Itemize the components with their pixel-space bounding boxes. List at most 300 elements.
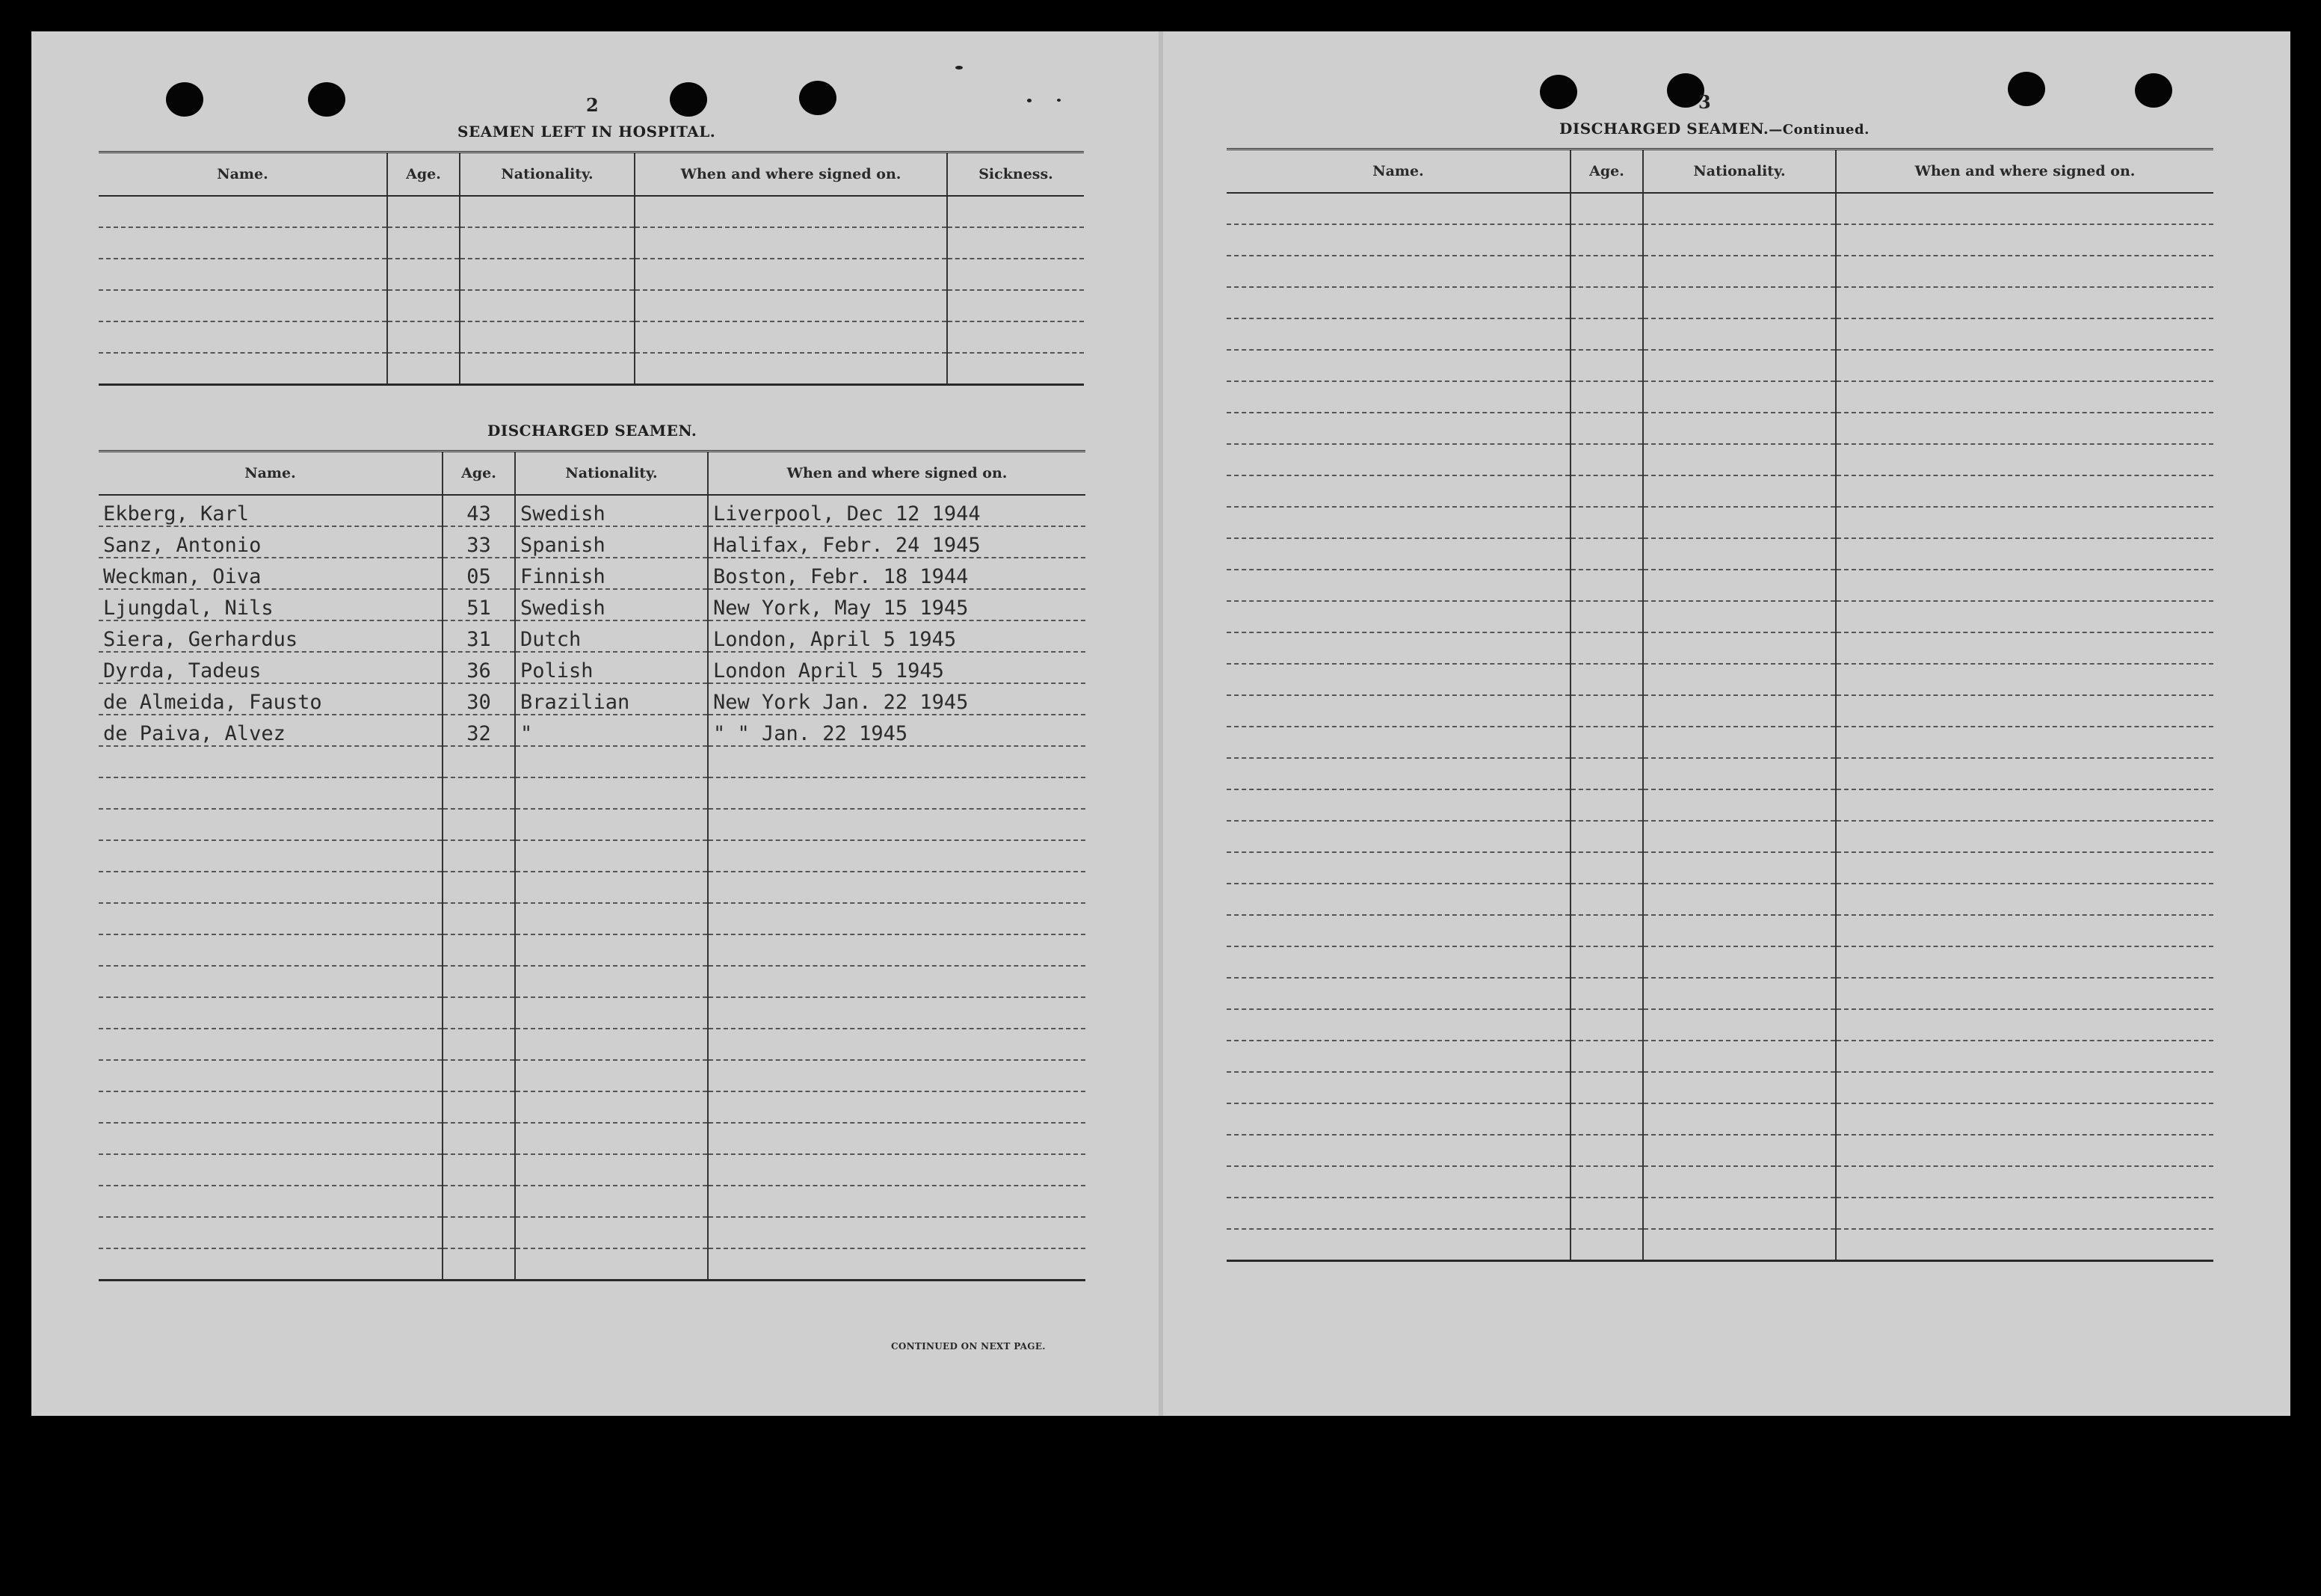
column-header-age: Age.: [443, 452, 515, 496]
title-text: DISCHARGED SEAMEN.: [1559, 120, 1769, 138]
empty-cell: [1571, 852, 1643, 884]
empty-cell: [1571, 224, 1643, 256]
empty-cell: [1571, 381, 1643, 413]
ledger-row: [1227, 758, 2213, 789]
empty-cell: [1571, 507, 1643, 538]
empty-cell: [443, 903, 515, 934]
empty-cell: [387, 353, 460, 384]
ledger-row: [99, 196, 1084, 227]
page-number: 3: [1698, 91, 1711, 113]
seaman-signed-on: New York Jan. 22 1945: [708, 683, 1085, 715]
ledger-row: [99, 872, 1085, 903]
empty-cell: [1227, 695, 1571, 727]
seaman-nationality: Finnish: [515, 558, 708, 589]
empty-cell: [1227, 758, 1571, 789]
ledger-row: [99, 1060, 1085, 1091]
empty-cell: [1836, 884, 2213, 915]
empty-cell: [1227, 978, 1571, 1009]
empty-cell: [1836, 413, 2213, 444]
empty-cell: [1836, 475, 2213, 507]
empty-cell: [443, 1154, 515, 1186]
ledger-row: [1227, 852, 2213, 884]
empty-cell: [1571, 632, 1643, 664]
seaman-age: 32: [443, 715, 515, 746]
empty-cell: [1836, 915, 2213, 946]
empty-cell: [1836, 287, 2213, 318]
empty-cell: [708, 840, 1085, 872]
empty-cell: [99, 966, 443, 997]
table-row: [99, 495, 1085, 526]
empty-cell: [635, 196, 947, 227]
empty-cell: [1836, 318, 2213, 350]
empty-cell: [635, 321, 947, 353]
seaman-nationality: Spanish: [515, 526, 708, 558]
empty-cell: [1836, 1009, 2213, 1041]
empty-cell: [99, 1029, 443, 1060]
table-row: [99, 558, 1085, 589]
ledger-row: [99, 1029, 1085, 1060]
empty-cell: [387, 196, 460, 227]
empty-cell: [1571, 601, 1643, 632]
empty-cell: [1571, 946, 1643, 978]
empty-cell: [635, 290, 947, 321]
table-row: [99, 620, 1085, 652]
empty-cell: [947, 290, 1084, 321]
empty-cell: [99, 934, 443, 966]
empty-cell: [708, 872, 1085, 903]
empty-cell: [460, 353, 635, 384]
empty-cell: [1227, 1166, 1571, 1198]
title-suffix: —Continued.: [1769, 122, 1870, 138]
empty-cell: [99, 746, 443, 777]
empty-cell: [443, 1060, 515, 1091]
empty-cell: [99, 1154, 443, 1186]
empty-cell: [1227, 507, 1571, 538]
discharged-section-title: DISCHARGED SEAMEN.: [487, 422, 697, 440]
empty-cell: [708, 1217, 1085, 1248]
empty-cell: [99, 1217, 443, 1248]
table-row: [99, 589, 1085, 620]
empty-cell: [99, 777, 443, 809]
empty-cell: [1836, 381, 2213, 413]
empty-cell: [1571, 1229, 1643, 1260]
continued-note: CONTINUED ON NEXT PAGE.: [891, 1341, 1046, 1352]
empty-cell: [460, 227, 635, 259]
empty-cell: [1227, 538, 1571, 570]
empty-cell: [1836, 946, 2213, 978]
seaman-name: de Almeida, Fausto: [99, 683, 443, 715]
empty-cell: [1836, 789, 2213, 821]
empty-cell: [635, 259, 947, 290]
seaman-signed-on: Boston, Febr. 18 1944: [708, 558, 1085, 589]
empty-cell: [1227, 1198, 1571, 1229]
ledger-row: [1227, 413, 2213, 444]
empty-cell: [1643, 413, 1836, 444]
empty-cell: [1643, 1198, 1836, 1229]
empty-cell: [1571, 789, 1643, 821]
empty-cell: [99, 1091, 443, 1123]
empty-cell: [1836, 664, 2213, 695]
empty-cell: [1227, 475, 1571, 507]
ledger-row: [99, 1248, 1085, 1280]
empty-cell: [1227, 884, 1571, 915]
empty-cell: [1571, 758, 1643, 789]
ledger-row: [1227, 1103, 2213, 1135]
empty-cell: [1643, 538, 1836, 570]
empty-cell: [443, 1091, 515, 1123]
ledger-row: [1227, 915, 2213, 946]
empty-cell: [443, 934, 515, 966]
empty-cell: [1227, 381, 1571, 413]
empty-cell: [1643, 1009, 1836, 1041]
empty-cell: [1836, 1135, 2213, 1166]
seaman-name: Ljungdal, Nils: [99, 589, 443, 620]
seaman-nationality: Swedish: [515, 495, 708, 526]
empty-cell: [515, 746, 708, 777]
empty-cell: [99, 809, 443, 840]
punch-hole: [1540, 75, 1577, 109]
empty-cell: [1571, 538, 1643, 570]
empty-cell: [708, 1123, 1085, 1154]
empty-cell: [1643, 1072, 1836, 1103]
empty-cell: [635, 227, 947, 259]
ledger-row: [1227, 350, 2213, 381]
empty-cell: [1227, 318, 1571, 350]
column-header-nationality: Nationality.: [515, 452, 708, 496]
empty-cell: [1643, 193, 1836, 224]
punch-hole: [166, 82, 203, 117]
ledger-row: [1227, 444, 2213, 475]
empty-cell: [1836, 193, 2213, 224]
punch-hole: [2135, 73, 2172, 108]
discharged-continued-title: [1559, 120, 1870, 138]
empty-cell: [99, 903, 443, 934]
ledger-row: [99, 290, 1084, 321]
empty-cell: [1836, 1229, 2213, 1260]
ledger-row: [99, 966, 1085, 997]
empty-cell: [515, 1029, 708, 1060]
ledger-row: [1227, 1135, 2213, 1166]
ledger-sheet: [31, 31, 2290, 1416]
ledger-row: [1227, 224, 2213, 256]
ledger-row: [1227, 318, 2213, 350]
empty-cell: [1643, 978, 1836, 1009]
empty-cell: [1643, 350, 1836, 381]
column-header-sickness: Sickness.: [947, 152, 1084, 197]
empty-cell: [1571, 413, 1643, 444]
empty-cell: [1571, 821, 1643, 852]
column-header-age: Age.: [387, 152, 460, 197]
column-header-age: Age.: [1571, 150, 1643, 194]
hospital-section-title: SEAMEN LEFT IN HOSPITAL.: [457, 123, 716, 141]
empty-cell: [1836, 224, 2213, 256]
ink-speck: [1027, 99, 1032, 102]
empty-cell: [1643, 632, 1836, 664]
empty-cell: [1571, 1041, 1643, 1072]
empty-cell: [99, 1248, 443, 1280]
empty-cell: [99, 840, 443, 872]
empty-cell: [99, 227, 387, 259]
empty-cell: [387, 227, 460, 259]
empty-cell: [460, 321, 635, 353]
ledger-row: [99, 840, 1085, 872]
empty-cell: [1227, 946, 1571, 978]
column-header-nationality: Nationality.: [460, 152, 635, 197]
empty-cell: [1571, 350, 1643, 381]
empty-cell: [708, 1248, 1085, 1280]
empty-cell: [1836, 1103, 2213, 1135]
empty-cell: [1571, 884, 1643, 915]
seaman-name: Dyrda, Tadeus: [99, 652, 443, 683]
empty-cell: [1836, 978, 2213, 1009]
empty-cell: [708, 1186, 1085, 1217]
ink-speck: [955, 66, 963, 70]
empty-cell: [515, 872, 708, 903]
seaman-nationality: Swedish: [515, 589, 708, 620]
empty-cell: [1227, 1072, 1571, 1103]
ledger-row: [99, 1154, 1085, 1186]
empty-cell: [1227, 632, 1571, 664]
seaman-age: 51: [443, 589, 515, 620]
empty-cell: [443, 1123, 515, 1154]
empty-cell: [99, 872, 443, 903]
empty-cell: [1227, 1229, 1571, 1260]
empty-cell: [1643, 946, 1836, 978]
empty-cell: [708, 1154, 1085, 1186]
punch-hole: [799, 81, 836, 115]
empty-cell: [1571, 727, 1643, 758]
empty-cell: [1643, 256, 1836, 287]
empty-cell: [1227, 444, 1571, 475]
empty-cell: [443, 997, 515, 1029]
empty-cell: [1643, 444, 1836, 475]
empty-cell: [460, 196, 635, 227]
empty-cell: [1571, 1072, 1643, 1103]
empty-cell: [708, 1029, 1085, 1060]
empty-cell: [515, 934, 708, 966]
right-page: [1163, 31, 2290, 1416]
empty-cell: [1571, 1166, 1643, 1198]
ledger-row: [1227, 1198, 2213, 1229]
empty-cell: [99, 1186, 443, 1217]
empty-cell: [1571, 475, 1643, 507]
empty-cell: [1571, 1198, 1643, 1229]
empty-cell: [443, 1029, 515, 1060]
empty-cell: [1643, 852, 1836, 884]
ledger-row: [99, 1091, 1085, 1123]
seaman-age: 36: [443, 652, 515, 683]
empty-cell: [1571, 570, 1643, 601]
seaman-age: 05: [443, 558, 515, 589]
ledger-row: [99, 259, 1084, 290]
empty-cell: [515, 777, 708, 809]
empty-cell: [1836, 695, 2213, 727]
empty-cell: [1836, 632, 2213, 664]
empty-cell: [1836, 821, 2213, 852]
seaman-nationality: Polish: [515, 652, 708, 683]
seaman-signed-on: London April 5 1945: [708, 652, 1085, 683]
empty-cell: [708, 997, 1085, 1029]
seaman-signed-on: New York, May 15 1945: [708, 589, 1085, 620]
empty-cell: [708, 1091, 1085, 1123]
empty-cell: [1571, 978, 1643, 1009]
empty-cell: [1836, 1198, 2213, 1229]
ledger-row: [99, 321, 1084, 353]
empty-cell: [708, 746, 1085, 777]
column-header-name: Name.: [1227, 150, 1571, 194]
empty-cell: [1227, 601, 1571, 632]
empty-cell: [515, 1217, 708, 1248]
empty-cell: [1227, 727, 1571, 758]
seaman-name: de Paiva, Alvez: [99, 715, 443, 746]
ledger-row: [99, 1123, 1085, 1154]
empty-cell: [387, 259, 460, 290]
seaman-signed-on: " " Jan. 22 1945: [708, 715, 1085, 746]
ledger-row: [99, 934, 1085, 966]
empty-cell: [1227, 224, 1571, 256]
column-header-name: Name.: [99, 152, 387, 197]
empty-cell: [1643, 915, 1836, 946]
empty-cell: [1227, 193, 1571, 224]
empty-cell: [1227, 1009, 1571, 1041]
empty-cell: [1643, 789, 1836, 821]
empty-cell: [1227, 413, 1571, 444]
empty-cell: [1836, 1166, 2213, 1198]
empty-cell: [443, 872, 515, 903]
empty-cell: [515, 997, 708, 1029]
empty-cell: [1836, 758, 2213, 789]
ledger-row: [1227, 1072, 2213, 1103]
empty-cell: [1836, 601, 2213, 632]
empty-cell: [1227, 570, 1571, 601]
empty-cell: [1643, 507, 1836, 538]
seaman-age: 33: [443, 526, 515, 558]
table-row: [99, 526, 1085, 558]
empty-cell: [1643, 821, 1836, 852]
empty-cell: [1643, 224, 1836, 256]
punch-hole: [670, 82, 707, 117]
ledger-row: [99, 1186, 1085, 1217]
empty-cell: [947, 227, 1084, 259]
empty-cell: [515, 1060, 708, 1091]
empty-cell: [708, 1060, 1085, 1091]
empty-cell: [1227, 821, 1571, 852]
ledger-row: [1227, 256, 2213, 287]
empty-cell: [1643, 287, 1836, 318]
empty-cell: [460, 290, 635, 321]
empty-cell: [515, 1248, 708, 1280]
empty-cell: [387, 321, 460, 353]
empty-cell: [1571, 915, 1643, 946]
empty-cell: [515, 1154, 708, 1186]
empty-cell: [99, 290, 387, 321]
ledger-row: [1227, 727, 2213, 758]
empty-cell: [1571, 664, 1643, 695]
punch-hole: [308, 82, 345, 117]
empty-cell: [1836, 852, 2213, 884]
seaman-name: Ekberg, Karl: [99, 495, 443, 526]
empty-cell: [1643, 570, 1836, 601]
discharged-continued-table: [1227, 148, 2213, 1262]
seaman-signed-on: Halifax, Febr. 24 1945: [708, 526, 1085, 558]
ledger-row: [1227, 632, 2213, 664]
empty-cell: [443, 777, 515, 809]
empty-cell: [1836, 350, 2213, 381]
seaman-nationality: ": [515, 715, 708, 746]
empty-cell: [99, 321, 387, 353]
empty-cell: [1227, 915, 1571, 946]
empty-cell: [515, 1186, 708, 1217]
empty-cell: [1836, 1041, 2213, 1072]
ledger-row: [1227, 664, 2213, 695]
empty-cell: [947, 196, 1084, 227]
ledger-row: [1227, 507, 2213, 538]
ledger-row: [1227, 695, 2213, 727]
empty-cell: [1836, 256, 2213, 287]
empty-cell: [1836, 538, 2213, 570]
table-row: [99, 652, 1085, 683]
ledger-row: [1227, 1009, 2213, 1041]
empty-cell: [947, 259, 1084, 290]
hospital-table: [99, 151, 1084, 386]
empty-cell: [99, 353, 387, 384]
discharged-table: [99, 450, 1085, 1281]
ledger-row: [1227, 789, 2213, 821]
ledger-row: [1227, 1229, 2213, 1260]
empty-cell: [708, 777, 1085, 809]
empty-cell: [515, 809, 708, 840]
empty-cell: [443, 1217, 515, 1248]
table-row: [99, 683, 1085, 715]
seaman-signed-on: London, April 5 1945: [708, 620, 1085, 652]
empty-cell: [1571, 193, 1643, 224]
empty-cell: [443, 809, 515, 840]
seaman-age: 43: [443, 495, 515, 526]
table-row: [99, 715, 1085, 746]
empty-cell: [515, 966, 708, 997]
empty-cell: [708, 809, 1085, 840]
seaman-name: Sanz, Antonio: [99, 526, 443, 558]
ledger-row: [99, 809, 1085, 840]
ledger-row: [1227, 601, 2213, 632]
ledger-row: [1227, 884, 2213, 915]
ledger-row: [99, 997, 1085, 1029]
ledger-row: [99, 746, 1085, 777]
empty-cell: [1227, 789, 1571, 821]
empty-cell: [443, 1248, 515, 1280]
empty-cell: [708, 966, 1085, 997]
empty-cell: [99, 196, 387, 227]
seaman-nationality: Dutch: [515, 620, 708, 652]
empty-cell: [1836, 507, 2213, 538]
ledger-row: [1227, 287, 2213, 318]
empty-cell: [708, 903, 1085, 934]
empty-cell: [1227, 1135, 1571, 1166]
empty-cell: [1836, 727, 2213, 758]
empty-cell: [1643, 884, 1836, 915]
empty-cell: [1227, 852, 1571, 884]
empty-cell: [515, 1123, 708, 1154]
empty-cell: [1643, 1103, 1836, 1135]
ledger-row: [99, 777, 1085, 809]
ledger-row: [1227, 1041, 2213, 1072]
empty-cell: [443, 746, 515, 777]
ledger-row: [99, 903, 1085, 934]
seaman-nationality: Brazilian: [515, 683, 708, 715]
empty-cell: [387, 290, 460, 321]
column-header-signed-on: When and where signed on.: [708, 452, 1085, 496]
ledger-row: [1227, 381, 2213, 413]
